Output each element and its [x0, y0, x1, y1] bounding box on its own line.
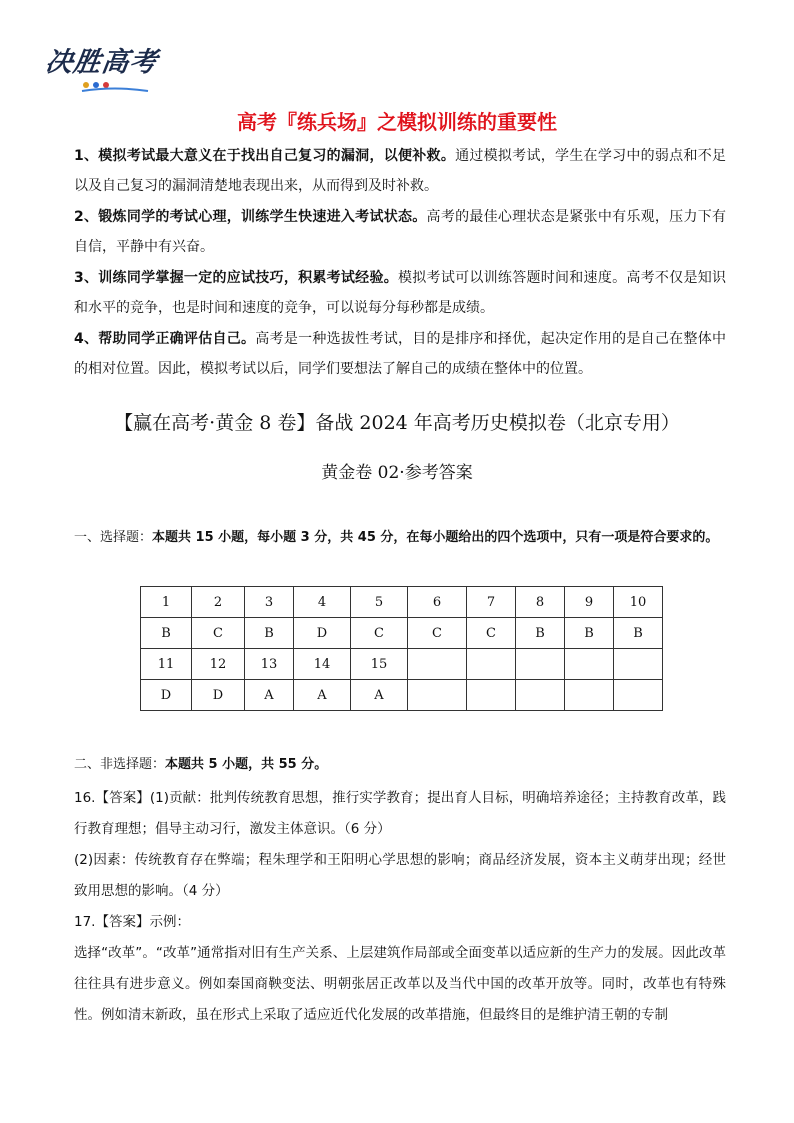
table-cell: D	[141, 680, 192, 711]
banner-title: 高考『练兵场』之模拟训练的重要性	[237, 110, 557, 134]
table-cell	[565, 649, 614, 680]
table-cell: D	[192, 680, 245, 711]
q17-body: 选择“改革”。“改革”通常指对旧有生产关系、上层建筑作局部或全面变革以适应新的生产力的发展。因此改革往往具有进步意义。例如秦国商鞅变法、明朝张居正改革以及当代中国的改革开放等。同时，改革也有特殊性。例如清末新政，虽在形式上采取了适应近代化发展的改革措施，但最终目的是维护清王朝的专制	[74, 945, 726, 1023]
table-row	[141, 618, 663, 649]
table-cell	[516, 680, 565, 711]
table-cell: 8	[516, 587, 565, 618]
table-cell: 7	[467, 587, 516, 618]
table-cell	[614, 680, 663, 711]
point-4	[74, 324, 726, 384]
table-cell: C	[467, 618, 516, 649]
section-1-desc: 本题共 15 小题，每小题 3 分，共 45 分，在每小题给出的四个选项中，只有一项是符合要求的。	[152, 530, 719, 545]
exam-subtitle: 黄金卷 02·参考答案	[321, 463, 473, 483]
table-cell: A	[351, 680, 408, 711]
table-cell: 13	[245, 649, 294, 680]
table-cell: A	[294, 680, 351, 711]
table-cell: 1	[141, 587, 192, 618]
section-2-desc: 本题共 5 小题，共 55 分。	[165, 757, 328, 772]
table-cell: 6	[408, 587, 467, 618]
logo-decoration-icon	[80, 80, 150, 94]
table-cell	[565, 680, 614, 711]
table-cell: 10	[614, 587, 663, 618]
table-cell: D	[294, 618, 351, 649]
table-cell	[408, 649, 467, 680]
table-cell: B	[516, 618, 565, 649]
table-cell: 11	[141, 649, 192, 680]
section-2-prefix: 二、非选择题：	[74, 757, 166, 772]
table-cell: 9	[565, 587, 614, 618]
section-2-heading	[74, 750, 726, 780]
point-3-bold: 3、训练同学掌握一定的应试技巧，积累考试经验。	[74, 270, 399, 286]
point-3	[74, 263, 726, 323]
q16-part1: 16.【答案】(1)贡献：批判传统教育思想，推行实学教育；提出育人目标，明确培养途径；主持教育改革，践行教育理想；倡导主动习行，激发主体意识。（6 分）	[74, 790, 726, 837]
table-cell: 14	[294, 649, 351, 680]
logo-text: 决胜高考	[43, 47, 160, 78]
table-cell: 5	[351, 587, 408, 618]
table-cell	[408, 680, 467, 711]
table-row	[141, 680, 663, 711]
table-cell: C	[408, 618, 467, 649]
point-1	[74, 141, 726, 201]
table-cell: 3	[245, 587, 294, 618]
point-2-bold: 2、锻炼同学的考试心理，训练学生快速进入考试状态。	[74, 209, 427, 225]
q16-part2: (2)因素：传统教育存在弊端；程朱理学和王阳明心学思想的影响；商品经济发展，资本主义萌芽出现；经世致用思想的影响。（4 分）	[74, 852, 726, 899]
table-cell: C	[351, 618, 408, 649]
table-cell	[467, 649, 516, 680]
table-cell: B	[245, 618, 294, 649]
answer-table	[140, 586, 663, 711]
point-1-bold: 1、模拟考试最大意义在于找出自己复习的漏洞，以便补救。	[74, 148, 456, 164]
table-cell: 12	[192, 649, 245, 680]
table-cell: 15	[351, 649, 408, 680]
table-row	[141, 587, 663, 618]
table-cell	[516, 649, 565, 680]
point-4-bold: 4、帮助同学正确评估自己。	[74, 331, 256, 347]
q17-head: 17.【答案】示例：	[74, 914, 190, 930]
section-1-heading	[74, 523, 726, 553]
table-cell	[467, 680, 516, 711]
table-cell: 4	[294, 587, 351, 618]
point-3-text: 模拟考试可以训练答题时间和速度。高考不仅是知识和水平的竞争，也是时间和速度的竞争，可以说每分每秒都是成绩。	[74, 270, 727, 316]
section-1-prefix: 一、选择题：	[74, 530, 153, 545]
table-cell: B	[141, 618, 192, 649]
table-cell: B	[614, 618, 663, 649]
table-cell: B	[565, 618, 614, 649]
table-cell: 2	[192, 587, 245, 618]
point-4-text: 高考是一种选拔性考试，目的是排序和择优，起决定作用的是自己在整体中的相对位置。因此，模拟考试以后，同学们要想法了解自己的成绩在整体中的位置。	[74, 331, 726, 377]
point-2	[74, 202, 726, 262]
point-2-text: 高考的最佳心理状态是紧张中有乐观，压力下有自信，平静中有兴奋。	[74, 209, 726, 255]
logo	[43, 40, 166, 102]
table-cell	[614, 649, 663, 680]
table-row	[141, 649, 663, 680]
table-cell: A	[245, 680, 294, 711]
exam-title: 【赢在高考·黄金 8 卷】备战 2024 年高考历史模拟卷（北京专用）	[114, 412, 680, 434]
point-1-text: 通过模拟考试，学生在学习中的弱点和不足以及自己复习的漏洞清楚地表现出来，从而得到及时补救。	[74, 148, 726, 194]
table-cell: C	[192, 618, 245, 649]
